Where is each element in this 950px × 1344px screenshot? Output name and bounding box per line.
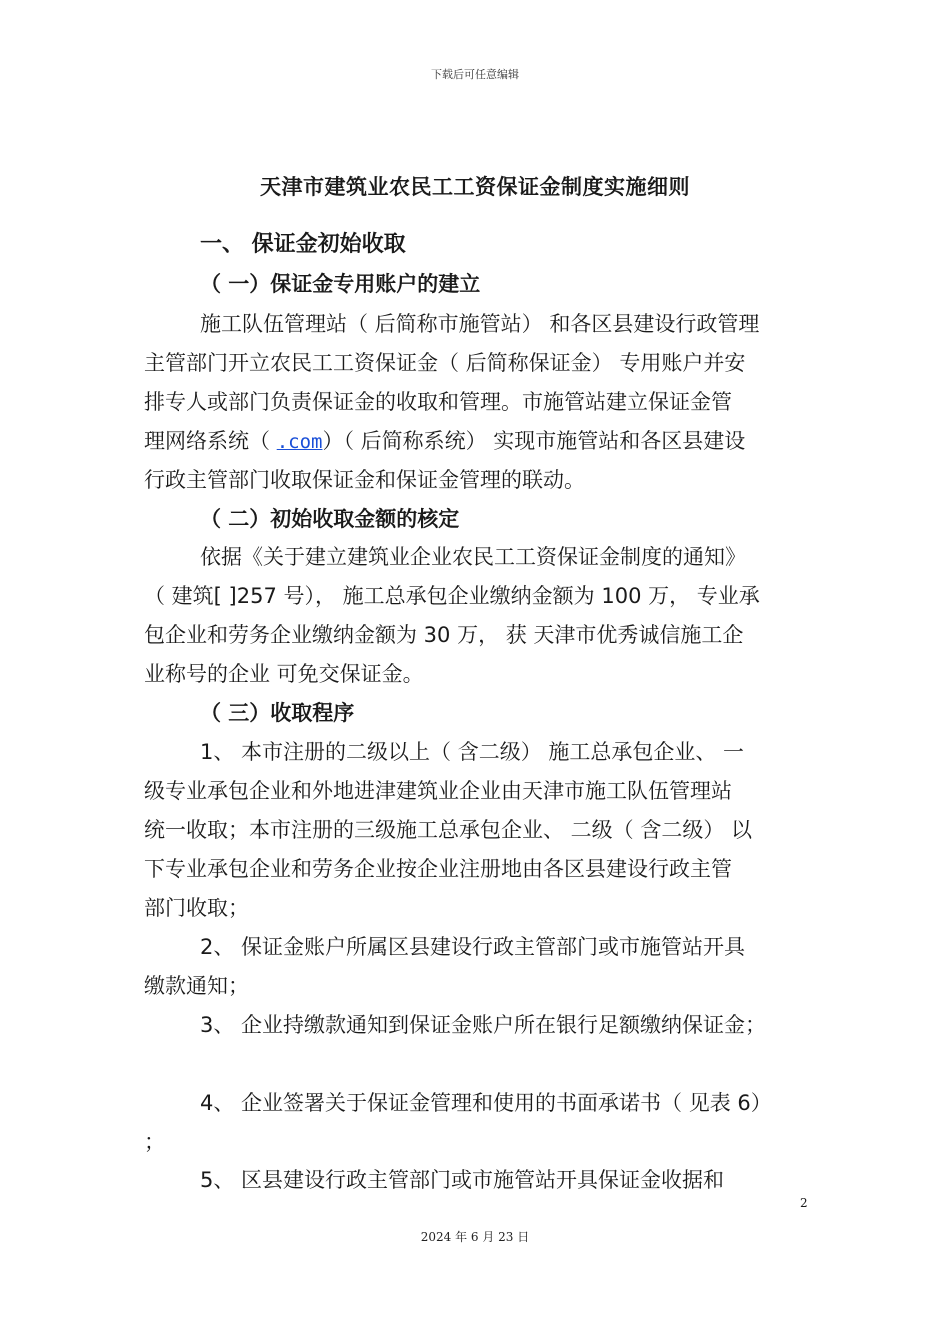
list-item-line: 下专业承包企业和劳务企业按企业注册地由各区县建设行政主管: [144, 857, 732, 881]
subsection-heading-3: （ 三）收取程序: [200, 701, 355, 725]
list-item-line: 4、 企业签署关于保证金管理和使用的书面承诺书（ 见表 6）: [200, 1091, 772, 1115]
list-item-line: 3、 企业持缴款通知到保证金账户所在银行足额缴纳保证金；: [200, 1013, 767, 1037]
subsection-heading-1: （ 一）保证金专用账户的建立: [200, 272, 481, 296]
paragraph-line: 包企业和劳务企业缴纳金额为 30 万， 获 天津市优秀诚信施工企: [144, 623, 744, 647]
paragraph-line: 排专人或部门负责保证金的收取和管理。市施管站建立保证金管: [144, 390, 732, 414]
paragraph-line: 业称号的企业 可免交保证金。: [144, 662, 424, 686]
paragraph-line: 施工队伍管理站（ 后简称市施管站） 和各区县建设行政管理: [200, 312, 760, 336]
list-item-line: 级专业承包企业和外地进津建筑业企业由天津市施工队伍管理站: [144, 779, 732, 803]
list-item-line: 2、 保证金账户所属区县建设行政主管部门或市施管站开具: [200, 935, 746, 959]
list-item-line: 缴款通知；: [144, 974, 249, 998]
paragraph-line: 行政主管部门收取保证金和保证金管理的联动。: [144, 468, 585, 492]
footer-date: 2024 年 6 月 23 日: [420, 1230, 530, 1244]
list-item-line: 1、 本市注册的二级以上（ 含二级） 施工总承包企业、 一: [200, 740, 745, 764]
page-number: 2: [800, 1196, 808, 1210]
list-item-line: 部门收取；: [144, 896, 249, 920]
paragraph-line-with-link: [144, 427, 745, 456]
list-item-line: 统一收取；本市注册的三级施工总承包企业、 二级（ 含二级） 以: [144, 818, 753, 842]
page-header: 下载后可任意编辑: [431, 68, 519, 81]
section-heading-1: 一、 保证金初始收取: [200, 232, 406, 257]
system-url-link[interactable]: .com: [276, 431, 323, 453]
line-text-after-link: ）（ 后简称系统） 实现市施管站和各区县建设: [322, 429, 746, 453]
paragraph-line: （ 建筑[ ]257 号）， 施工总承包企业缴纳金额为 100 万， 专业承: [144, 584, 760, 608]
paragraph-line: 依据《关于建立建筑业企业农民工工资保证金制度的通知》: [200, 545, 746, 569]
list-item-line: ；: [144, 1130, 165, 1154]
list-item-line: 5、 区县建设行政主管部门或市施管站开具保证金收据和: [200, 1168, 725, 1192]
subsection-heading-2: （ 二）初始收取金额的核定: [200, 507, 460, 531]
paragraph-line: 主管部门开立农民工工资保证金（ 后简称保证金） 专用账户并安: [144, 351, 746, 375]
document-title: 天津市建筑业农民工工资保证金制度实施细则: [260, 175, 690, 199]
line-text-before-link: 理网络系统（: [144, 429, 277, 453]
